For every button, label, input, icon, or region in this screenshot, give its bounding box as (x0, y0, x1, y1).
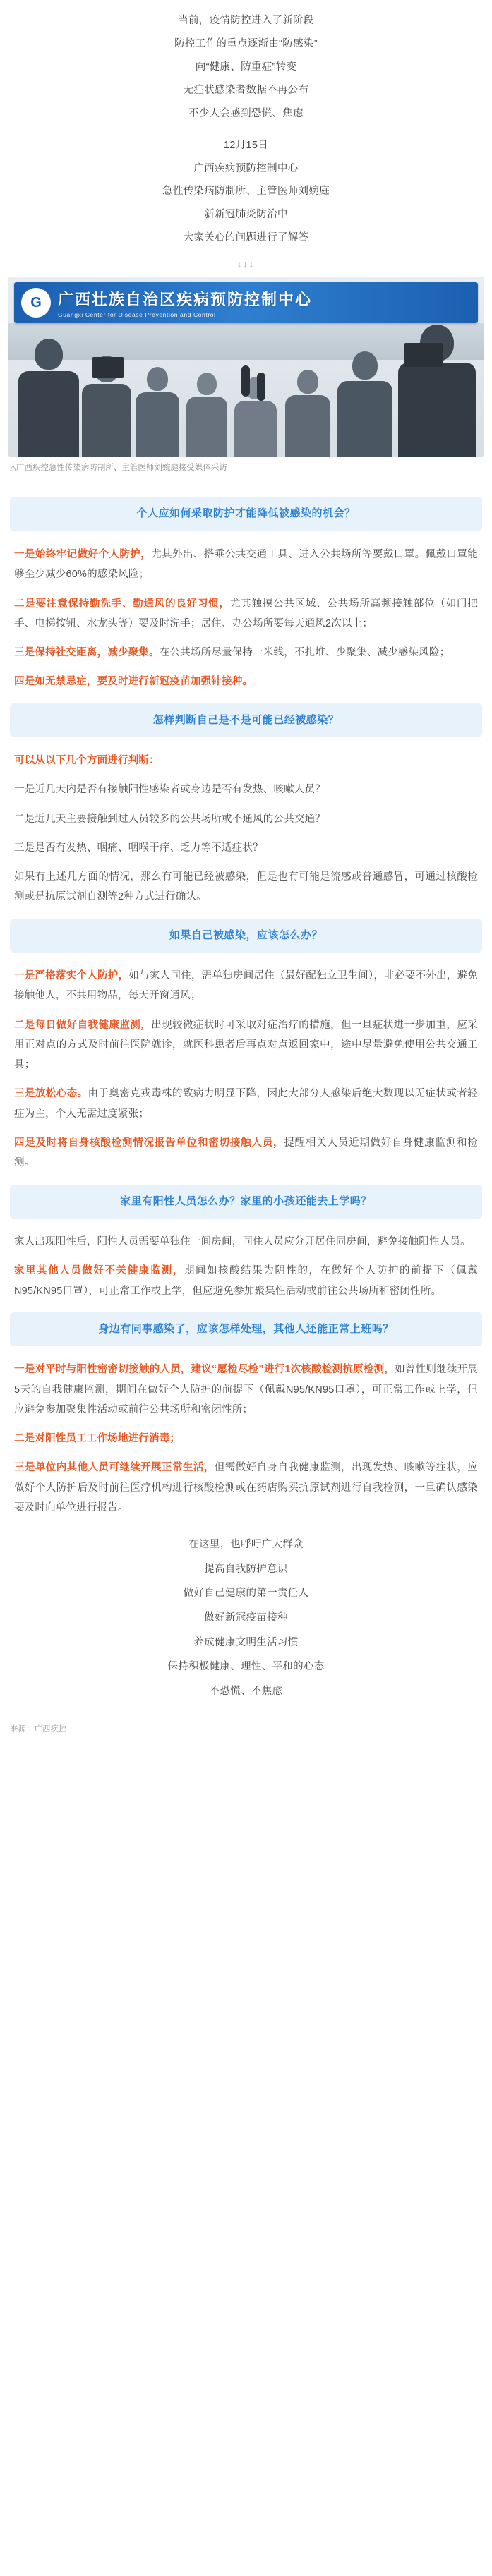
paragraph (14, 838, 478, 858)
closing-line-3: 做好新冠疫苗接种 (204, 1612, 288, 1624)
down-arrows-icon: ↓↓↓ (236, 259, 256, 270)
paragraph (14, 966, 478, 1006)
answer-section-1 (0, 531, 492, 692)
intro-line2-2: 新新冠肺炎防治中 (204, 209, 288, 221)
cdc-logo-icon: G (21, 288, 51, 318)
paragraph-lead: 家里其他人员做好不关健康监测， (14, 1265, 184, 1277)
camera-icon (404, 343, 443, 367)
paragraph-lead: 三是放松心态。 (14, 1088, 88, 1100)
intro-line-1: 防控工作的重点逐渐由“防感染” (174, 37, 318, 49)
paragraph-body: 期间如核酸结果为阴性的，在做好个人防护的前提下（佩戴N95/KN95口罩），可正常工作或上学，但应避免参加聚集性活动或前往公共场所和密闭性所。 (14, 1265, 479, 1297)
question-heading-4: 家里有阳性人员怎么办？家里的小孩还能去上学吗？ (10, 1185, 482, 1219)
answer-section-3 (0, 953, 492, 1173)
paragraph (14, 643, 478, 663)
paragraph-body: 在公共场所尽量保持一米线，不扎堆、少聚集、减少感染风险； (159, 647, 450, 659)
paragraph-lead: 二是每日做好自我健康监测， (14, 1019, 152, 1031)
paragraph-lead: 二是对阳性员工工作场地进行消毒； (14, 1433, 181, 1445)
photo-caption: △广西疾控急性传染病防制所、主管医师刘婉庭接受媒体采访 (10, 464, 227, 473)
intro-line-2: 向“健康、防重症”转变 (195, 61, 297, 73)
intro-date: 12月15日 (223, 139, 269, 151)
paragraph (14, 809, 478, 829)
camera-icon (92, 357, 124, 378)
intro-line2-1: 急性传染病防制所、主管医师刘婉庭 (162, 186, 330, 198)
paragraph (14, 594, 478, 634)
closing-line-6: 不恐慌、不焦虑 (209, 1686, 283, 1698)
paragraph-lead: 一是始终牢记做好个人防护， (14, 548, 152, 560)
cdc-banner-text (58, 288, 312, 318)
paragraph (14, 672, 478, 691)
paragraph-body: 家人出现阳性后，阳性人员需要单独住一间房间，同住人员应分开居住同房间，避免接触阳性人员。 (14, 1236, 471, 1248)
paragraph-lead: 三是保持社交距离，减少聚集。 (14, 647, 160, 659)
paragraph-body: 如果有上述几方面的情况，那么有可能已经被感染，但是也有可能是流感或普通感冒，可通过核酸检测或是抗原试剂自测等2种方式进行确认。 (14, 871, 478, 903)
cdc-banner-title-cn: 广西壮族自治区疾病预防控制中心 (58, 290, 313, 308)
photo-container (0, 277, 492, 457)
question-heading-5: 身边有同事感染了，应该怎样处理，其他人还能正常上班吗？ (10, 1312, 482, 1347)
paragraph-body: 二是近几天主要接触到过人员较多的公共场所或不通风的公共交通？ (14, 813, 325, 825)
intro-spacer (42, 129, 450, 138)
answer-section-4 (0, 1219, 492, 1301)
microphone-icon (257, 373, 265, 401)
closing-block (0, 1518, 492, 1711)
paragraph (14, 1429, 478, 1449)
source-label: 来源：广西疾控 (10, 1724, 67, 1734)
person-silhouette (186, 373, 227, 457)
microphone-icon (241, 365, 250, 397)
person-silhouette (285, 370, 330, 457)
paragraph-lead: 可以从以下几个方面进行判断： (14, 755, 160, 767)
paragraph (14, 1232, 478, 1252)
paragraph-lead: 四是如无禁忌症，要及时进行新冠疫苗加强针接种。 (14, 676, 253, 688)
cdc-banner (14, 282, 478, 323)
paragraph (14, 751, 478, 770)
intro-line-0: 当前，疫情防控进入了新阶段 (178, 15, 314, 26)
paragraph-body: 三是是否有发热、咽痛、咽喉干痒、乏力等不适症状？ (14, 842, 263, 854)
paragraph-body: 由于奥密克戎毒株的致病力明显下降，因此大部分人感染后绝大数现以无症状或者轻症为主，个人无需过度紧张； (14, 1088, 478, 1120)
closing-line-0: 在这里，也呼吁广大群众 (188, 1539, 304, 1551)
paragraph-body: 但需做好自身自我健康监测，出现发热、咳嗽等症状，应做好个人防护后及时前往医疗机构进行核酸检测或在药店购买抗原试剂进行自我检测，一旦确认感染要及时向单位进行报告。 (14, 1462, 478, 1513)
paragraph-body: 如曾性则继续开展5天的自我健康监测，期间在做好个人防护的前提下（佩戴N95/KN95口罩），可正常工作或上学，但应避免参加聚集性活动或前往公共场所和密闭性所； (14, 1364, 478, 1415)
person-silhouette (337, 351, 392, 457)
closing-line-5: 保持积极健康、理性、平和的心态 (167, 1661, 325, 1673)
paragraph (14, 1133, 478, 1173)
press-conference-photo (8, 277, 484, 457)
person-silhouette (136, 367, 179, 457)
paragraph (14, 1261, 478, 1301)
paragraph-lead: 一是对平时与阳性密密切接触的人员，建议“愿检尽检”进行1次核酸检测抗原检测， (14, 1364, 395, 1376)
closing-line-4: 养成健康文明生活习惯 (193, 1636, 299, 1648)
intro-line-4: 不少人会感到恐慌、焦虑 (188, 107, 304, 119)
paragraph-body: 出现较微症状时可采取对症治疗的措施，但一旦症状进一步加重，应采用正对点的方式及时前往医院就诊，就医科患者后再点对点返回家中，途中尽量避免使用公共交通工具； (14, 1019, 478, 1071)
closing-line-2: 做好自己健康的第一责任人 (183, 1588, 309, 1600)
paragraph-lead: 二是要注意保持勤洗手、勤通风的良好习惯， (14, 598, 230, 610)
paragraph-body: 尤其触摸公共区域、公共场所高频接触部位（如门把手、电梯按钮、水龙头等）要及时洗手；居住、办公场所要每天通风2次以上； (14, 598, 478, 629)
paragraph-body: 一是近几天内是否有接触阳性感染者或身边是否有发热、咳嗽人员？ (14, 784, 325, 796)
paragraph (14, 1084, 478, 1124)
intro-block (0, 0, 492, 256)
question-heading-1: 个人应如何采取防护才能降低被感染的机会？ (10, 497, 482, 531)
closing-line-1: 提高自我防护意识 (204, 1563, 288, 1575)
paragraph (14, 780, 478, 799)
paragraph-lead: 四是及时将自身核酸检测情况报告单位和密切接触人员， (14, 1137, 284, 1149)
cdc-banner-title-en: Guangxi Center for Disease Prevention and Control (58, 310, 216, 318)
person-silhouette (234, 377, 277, 457)
intro-line2-0: 广西疾病预防控制中心 (193, 162, 299, 174)
paragraph-body: 提醒相关人员近期做好自身健康监测和检测。 (14, 1137, 479, 1169)
answer-section-5 (0, 1346, 492, 1518)
crowd-silhouettes (8, 323, 484, 457)
paragraph-lead: 一是严格落实个人防护， (14, 970, 129, 982)
intro-line2-3: 大家关心的问题进行了解答 (183, 232, 309, 244)
paragraph (14, 1458, 478, 1518)
person-silhouette (18, 339, 79, 457)
paragraph (14, 867, 478, 907)
paragraph-body: 尤其外出、搭乘公共交通工具、进入公共场所等要戴口罩。佩戴口罩能够至少减少60%的感染风险； (14, 548, 478, 581)
paragraph (14, 1360, 478, 1420)
intro-line-3: 无症状感染者数据不再公布 (183, 84, 309, 96)
question-heading-2: 怎样判断自己是不是可能已经被感染？ (10, 703, 482, 738)
paragraph-lead: 三是单位内其他人员可继续开展正常生活， (14, 1462, 215, 1474)
question-heading-3: 如果自己被感染，应该怎么办？ (10, 919, 482, 953)
paragraph-body: 如与家人同住，需单独房间居住（最好配独立卫生间），非必要不外出，避免接触他人，不共用物品，每天开窗通风； (14, 970, 478, 1002)
paragraph (14, 1015, 478, 1075)
paragraph (14, 545, 478, 585)
answer-section-2 (0, 737, 492, 907)
